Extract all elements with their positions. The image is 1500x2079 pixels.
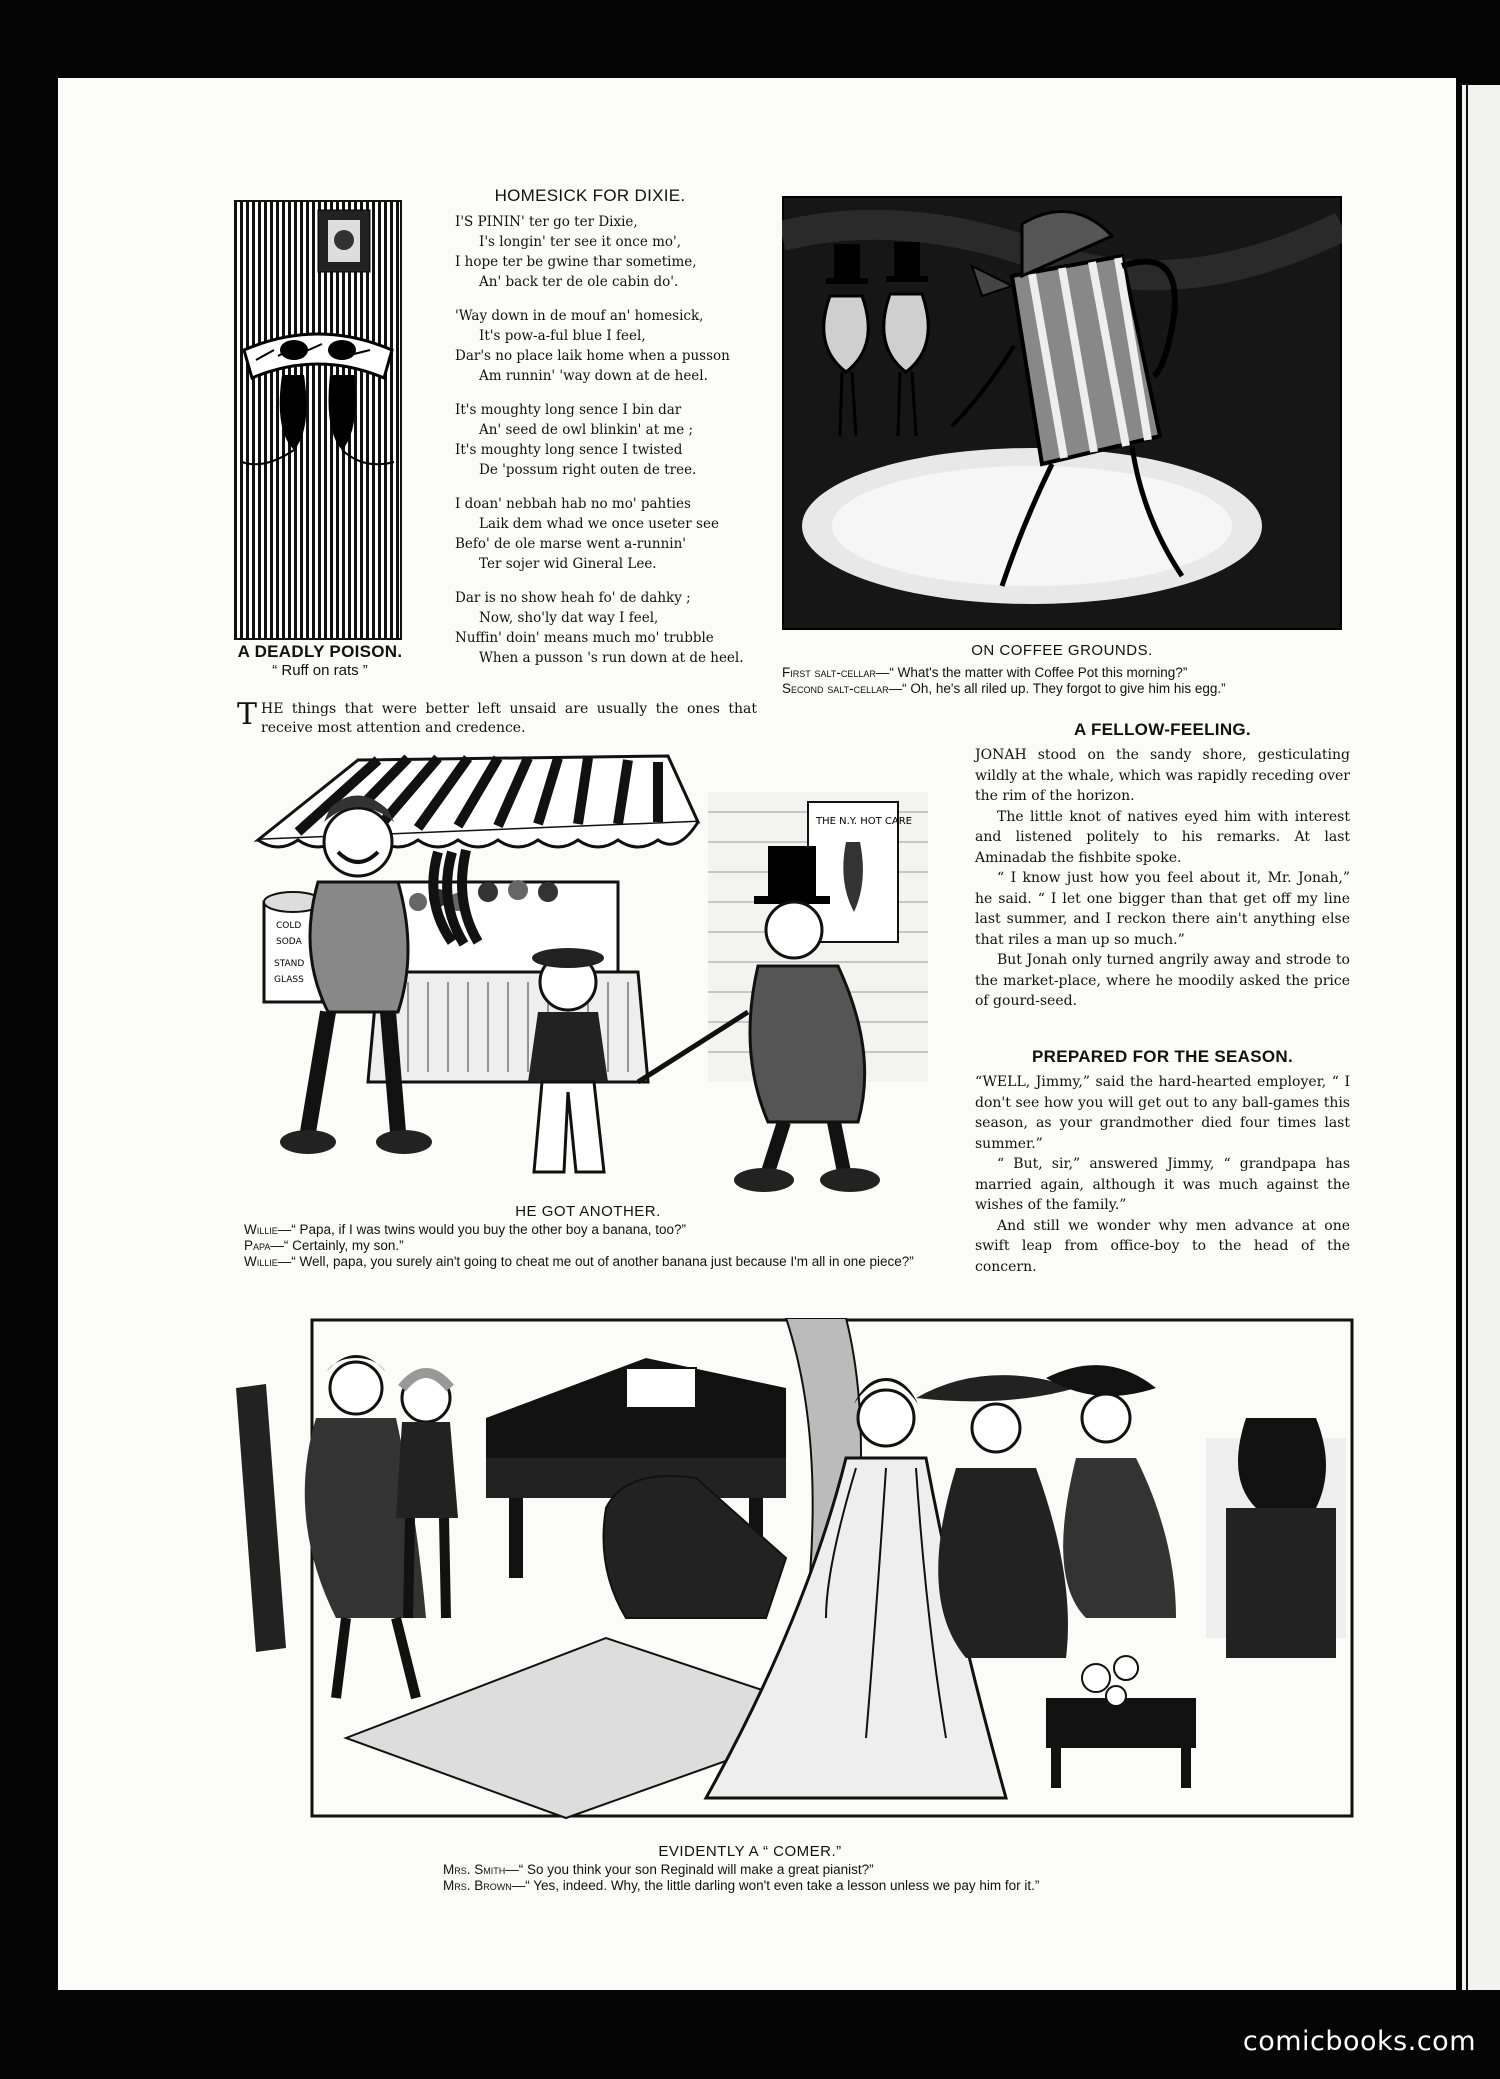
next-page-edge: [1462, 85, 1500, 1990]
dialogue-line: [244, 1222, 964, 1238]
dixie-poem: [455, 212, 755, 682]
dixie-title: HOMESICK FOR DIXIE.: [494, 186, 686, 205]
poem-line: Ter sojer wid Gineral Lee.: [479, 556, 657, 572]
urn-label-glass: GLASS: [274, 975, 304, 985]
dialogue-line: [244, 1238, 964, 1254]
speaker: Mrs. Brown: [443, 1878, 512, 1893]
season-title: PREPARED FOR THE SEASON.: [1032, 1047, 1293, 1066]
dialogue-line: [443, 1862, 1243, 1878]
poem-line: I hope ter be gwine thar sometime,: [455, 254, 697, 270]
unsaid-paragraph: [237, 697, 757, 738]
poem-line: It's pow-a-ful blue I feel,: [479, 328, 646, 344]
speech: —“ Oh, he's all riled up. They forgot to give him his egg.”: [888, 681, 1226, 696]
dixie-stanza: [455, 494, 755, 574]
story-paragraph: But Jonah only turned angrily away and strode to the market-place, where he moodily asked the price of gourd-seed.: [975, 952, 1350, 1009]
deadly-poison-caption: “ Ruff on rats ”: [272, 662, 368, 679]
poem-line: I doan' nebbah hab no mo' pahties: [455, 496, 691, 512]
story-paragraph: JONAH stood on the sandy shore, gesticulating wildly at the whale, which was rapidly receding over the rim of the horizon.: [975, 747, 1350, 804]
poem-line: Am runnin' 'way down at de heel.: [479, 368, 708, 384]
another-title: HE GOT ANOTHER.: [515, 1203, 661, 1220]
comer-illustration: [226, 1318, 1358, 1838]
story-paragraph: And still we wonder why men advance at one swift leap from office-boy to the head of the concern.: [975, 1217, 1350, 1275]
deadly-poison-title: A DEADLY POISON.: [237, 642, 403, 661]
speaker: Papa: [244, 1238, 271, 1253]
poem-line: Dar is no show heah fo' de dahky ;: [455, 590, 691, 606]
poem-line: An' seed de owl blinkin' at me ;: [479, 422, 694, 438]
poster-text: THE N.Y. HOT CARE: [816, 816, 912, 827]
dixie-stanza: [455, 212, 755, 292]
poem-line: Befo' de ole marse went a-runnin': [455, 536, 687, 552]
another-dialogue: [244, 1222, 964, 1270]
poem-line: It's moughty long sence I bin dar: [455, 402, 682, 418]
fellow-title: A FELLOW-FEELING.: [1074, 720, 1251, 739]
poem-line: Now, sho'ly dat way I feel,: [479, 610, 659, 626]
season-story: [975, 1072, 1350, 1277]
speech: —“ Yes, indeed. Why, the little darling won't even take a lesson unless we pay him for it.”: [511, 1878, 1040, 1893]
poem-line: When a pusson 's run down at de heel.: [479, 650, 744, 666]
dialogue-line: [443, 1878, 1243, 1894]
speech: —“ Well, papa, you surely ain't going to cheat me out of another banana just because I'm all in one piece?”: [277, 1254, 914, 1269]
story-paragraph: “ But, sir,” answered Jimmy, “ grandpapa has married again, although it was much against the wishes of the family.”: [975, 1156, 1350, 1213]
poem-line: I's longin' ter see it once mo',: [479, 234, 682, 250]
speech: —“ Papa, if I was twins would you buy the other boy a banana, too?”: [277, 1222, 687, 1237]
poem-line: Nuffin' doin' means much mo' trubble: [455, 630, 714, 646]
unsaid-text: HE things that were better left unsaid are usually the ones that receive most attention and credence.: [261, 701, 757, 736]
dixie-stanza: [455, 306, 755, 386]
speaker: Mrs. Smith: [443, 1862, 506, 1877]
story-paragraph: “WELL, Jimmy,” said the hard-hearted employer, “ I don't see how you will get out to any ball-games this season, as your grandmother died four times last summer.”: [975, 1074, 1350, 1152]
dixie-stanza: [455, 588, 755, 668]
dialogue-line: [782, 681, 1362, 697]
poem-line: An' back ter de ole cabin do'.: [479, 274, 679, 290]
speaker: First salt-cellar: [782, 665, 876, 680]
dixie-stanza: [455, 400, 755, 480]
speech: —“ What's the matter with Coffee Pot this morning?”: [875, 665, 1188, 680]
speech: —“ So you think your son Reginald will make a great pianist?”: [505, 1862, 874, 1877]
poem-line: Laik dem whad we once useter see: [479, 516, 719, 532]
comer-dialogue: [443, 1862, 1243, 1894]
coffee-title: ON COFFEE GROUNDS.: [971, 642, 1153, 659]
site-watermark: comicbooks.com: [1242, 2026, 1476, 2057]
poem-line: Dar's no place laik home when a pusson: [455, 348, 730, 364]
drop-cap: T: [237, 697, 258, 732]
comer-title: EVIDENTLY A “ COMER.”: [658, 1843, 842, 1860]
story-paragraph: “ I know just how you feel about it, Mr. Jonah,” he said. “ I let one bigger than that get off my line last summer, and I reckon there ain't anything else that riles a man up so much.”: [975, 870, 1350, 948]
he-got-another-illustration: [238, 752, 938, 1204]
dialogue-line: [244, 1254, 964, 1270]
speaker: Second salt-cellar: [782, 681, 889, 696]
dialogue-line: [782, 665, 1362, 681]
speech: —“ Certainly, my son.”: [270, 1238, 404, 1253]
poem-line: It's moughty long sence I twisted: [455, 442, 683, 458]
deadly-poison-illustration: [234, 200, 402, 640]
coffee-grounds-illustration: [782, 196, 1342, 630]
poem-line: De 'possum right outen de tree.: [479, 462, 697, 478]
urn-label-soda: SODA: [276, 937, 302, 947]
speaker: Willie: [244, 1254, 278, 1269]
coffee-dialogue: [782, 665, 1362, 697]
urn-label-cold: COLD: [276, 921, 302, 931]
speaker: Willie: [244, 1222, 278, 1237]
story-paragraph: The little knot of natives eyed him with interest and listened politely to his remarks. At last Aminadab the fishbite spoke.: [975, 808, 1350, 866]
urn-label-stand: STAND: [274, 959, 305, 969]
poem-line: I'S PININ' ter go ter Dixie,: [455, 214, 638, 230]
poem-line: 'Way down in de mouf an' homesick,: [455, 308, 704, 324]
fellow-story: [975, 745, 1350, 1012]
